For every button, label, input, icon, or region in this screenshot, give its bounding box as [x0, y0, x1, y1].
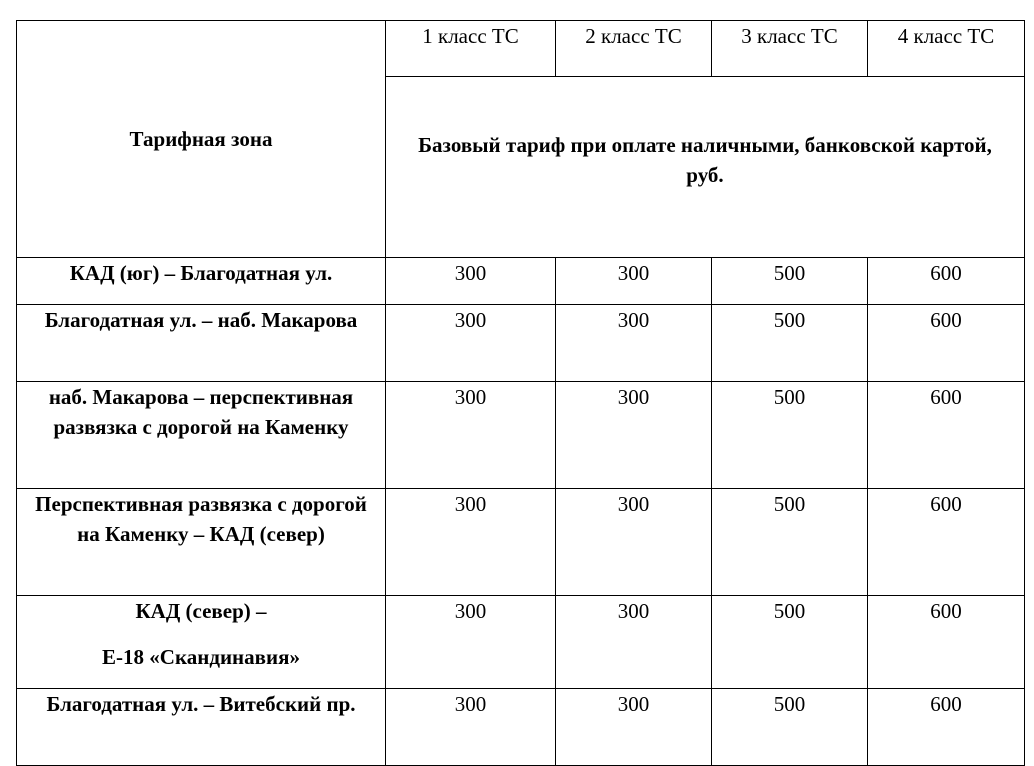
tariff-value-cell: 300 [556, 489, 712, 596]
table-row [17, 258, 1025, 305]
tariff-value-cell: 300 [556, 382, 712, 489]
tariff-value-cell: 300 [556, 689, 712, 766]
tariff-value-cell: 600 [868, 258, 1025, 305]
tariff-table [16, 20, 1025, 766]
tariff-value-cell: 500 [712, 382, 868, 489]
table-row [17, 382, 1025, 489]
table-row [17, 596, 1025, 689]
tariff-zone-cell: Благодатная ул. – Витебский пр. [17, 689, 386, 766]
tariff-value-cell: 600 [868, 596, 1025, 689]
tariff-zone-cell: Благодатная ул. – наб. Макарова [17, 305, 386, 382]
tariff-value-cell: 600 [868, 305, 1025, 382]
class-2-header: 2 класс ТС [556, 21, 712, 77]
tariff-value-cell: 500 [712, 689, 868, 766]
tariff-zone-cell: наб. Макарова – перспективная развязка с дорогой на Каменку [17, 382, 386, 489]
tariff-zone-line1: КАД (север) – [135, 599, 267, 623]
table-row [17, 489, 1025, 596]
tariff-value-cell: 600 [868, 689, 1025, 766]
tariff-value-cell: 300 [386, 258, 556, 305]
table-row [17, 689, 1025, 766]
tariff-value-cell: 500 [712, 258, 868, 305]
tariff-value-cell: 300 [556, 596, 712, 689]
tariff-value-cell: 600 [868, 382, 1025, 489]
tariff-value-cell: 300 [386, 596, 556, 689]
table-border-stub [16, 748, 17, 766]
class-3-header: 3 класс ТС [712, 21, 868, 77]
tariff-value-cell: 300 [386, 489, 556, 596]
class-4-header: 4 класс ТС [868, 21, 1025, 77]
tariff-zone-cell [17, 596, 386, 689]
zone-header: Тарифная зона [17, 21, 386, 258]
tariff-value-cell: 500 [712, 489, 868, 596]
tariff-zone-line2: Е-18 «Скандинавия» [102, 645, 300, 669]
base-tariff-header: Базовый тариф при оплате наличными, банковской картой, руб. [386, 77, 1025, 258]
tariff-value-cell: 300 [386, 382, 556, 489]
class-1-header: 1 класс ТС [386, 21, 556, 77]
tariff-zone-cell: КАД (юг) – Благодатная ул. [17, 258, 386, 305]
tariff-value-cell: 600 [868, 489, 1025, 596]
tariff-zone-cell: Перспективная развязка с дорогой на Каменку – КАД (север) [17, 489, 386, 596]
table-row [17, 305, 1025, 382]
tariff-value-cell: 300 [386, 305, 556, 382]
tariff-value-cell: 300 [556, 258, 712, 305]
tariff-value-cell: 300 [386, 689, 556, 766]
tariff-value-cell: 500 [712, 305, 868, 382]
tariff-value-cell: 500 [712, 596, 868, 689]
tariff-value-cell: 300 [556, 305, 712, 382]
